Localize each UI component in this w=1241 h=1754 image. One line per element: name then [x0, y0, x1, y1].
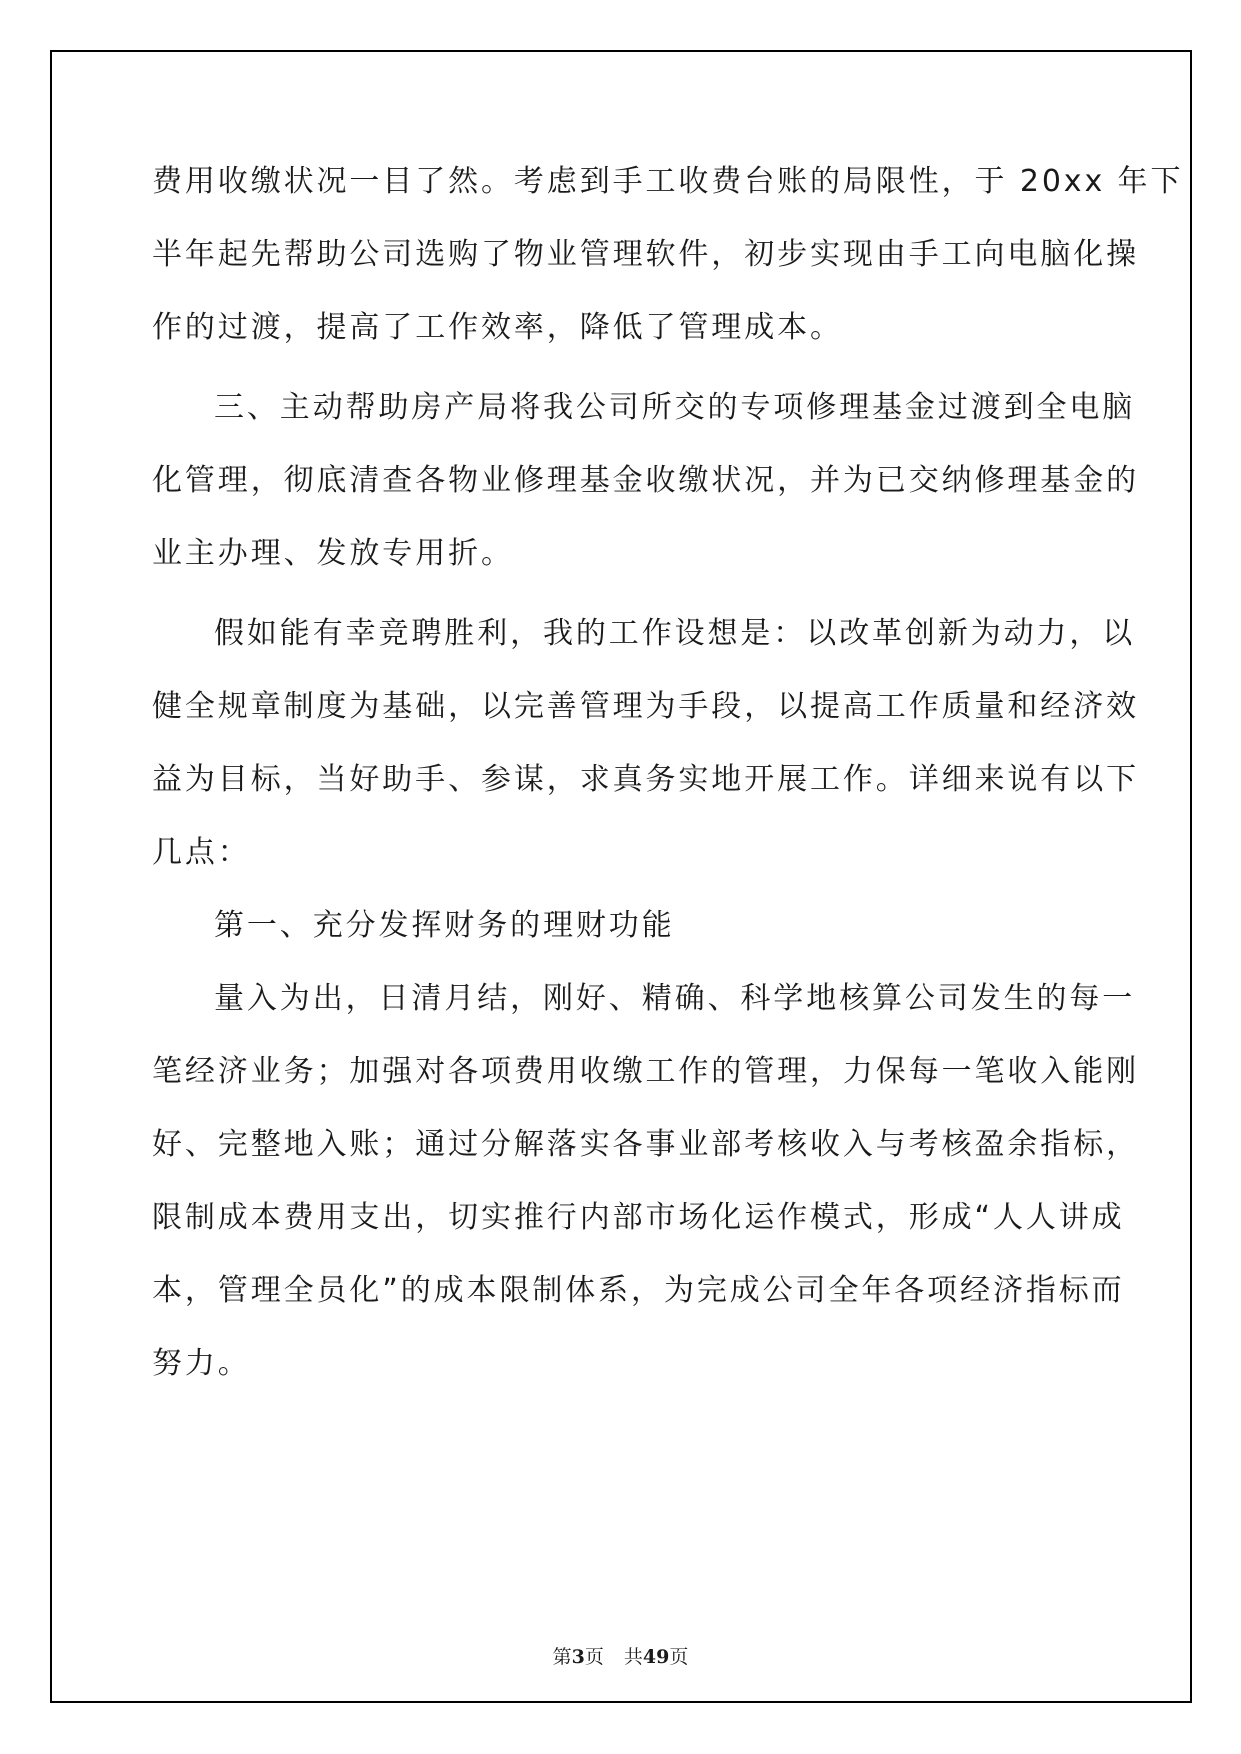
paragraph-start-line: 假如能有幸竞聘胜利，我的工作设想是：以改革创新为动力，以 — [214, 616, 1136, 651]
text-line: 几点： — [152, 835, 251, 870]
text-line: 好、完整地入账；通过分解落实各事业部考核收入与考核盈余指标， — [152, 1127, 1139, 1162]
page-border — [50, 50, 1192, 1703]
text-line: 化管理，彻底清查各物业修理基金收缴状况，并为已交纳修理基金的 — [152, 463, 1139, 498]
page-footer — [0, 1645, 1241, 1669]
page-suffix: 页 — [584, 1646, 604, 1668]
text-line: 努力。 — [152, 1346, 251, 1381]
text-line: 限制成本费用支出，切实推行内部市场化运作模式，形成“人人讲成 — [152, 1200, 1125, 1235]
text-line: 费用收缴状况一目了然。考虑到手工收费台账的局限性，于 20xx 年下 — [152, 164, 1184, 199]
total-pages: 49 — [642, 1646, 670, 1668]
text-line: 业主办理、发放专用折。 — [152, 536, 514, 571]
page-number: 3 — [571, 1646, 585, 1668]
text-line: 健全规章制度为基础，以完善管理为手段，以提高工作质量和经济效 — [152, 689, 1139, 724]
text-line: 本，管理全员化”的成本限制体系，为完成公司全年各项经济指标而 — [152, 1273, 1125, 1308]
paragraph-start-line: 三、主动帮助房产局将我公司所交的专项修理基金过渡到全电脑 — [214, 390, 1136, 425]
text-line: 半年起先帮助公司选购了物业管理软件，初步实现由手工向电脑化操 — [152, 237, 1139, 272]
page-prefix: 第 — [552, 1646, 572, 1668]
total-prefix: 共 — [623, 1646, 643, 1668]
total-suffix: 页 — [669, 1646, 689, 1668]
text-line: 益为目标，当好助手、参谋，求真务实地开展工作。详细来说有以下 — [152, 762, 1139, 797]
paragraph-start-line: 量入为出，日清月结，刚好、精确、科学地核算公司发生的每一 — [214, 981, 1136, 1016]
section-heading: 第一、充分发挥财务的理财功能 — [214, 908, 675, 943]
text-line: 作的过渡，提高了工作效率，降低了管理成本。 — [152, 310, 843, 345]
text-line: 笔经济业务；加强对各项费用收缴工作的管理，力保每一笔收入能刚 — [152, 1054, 1139, 1089]
